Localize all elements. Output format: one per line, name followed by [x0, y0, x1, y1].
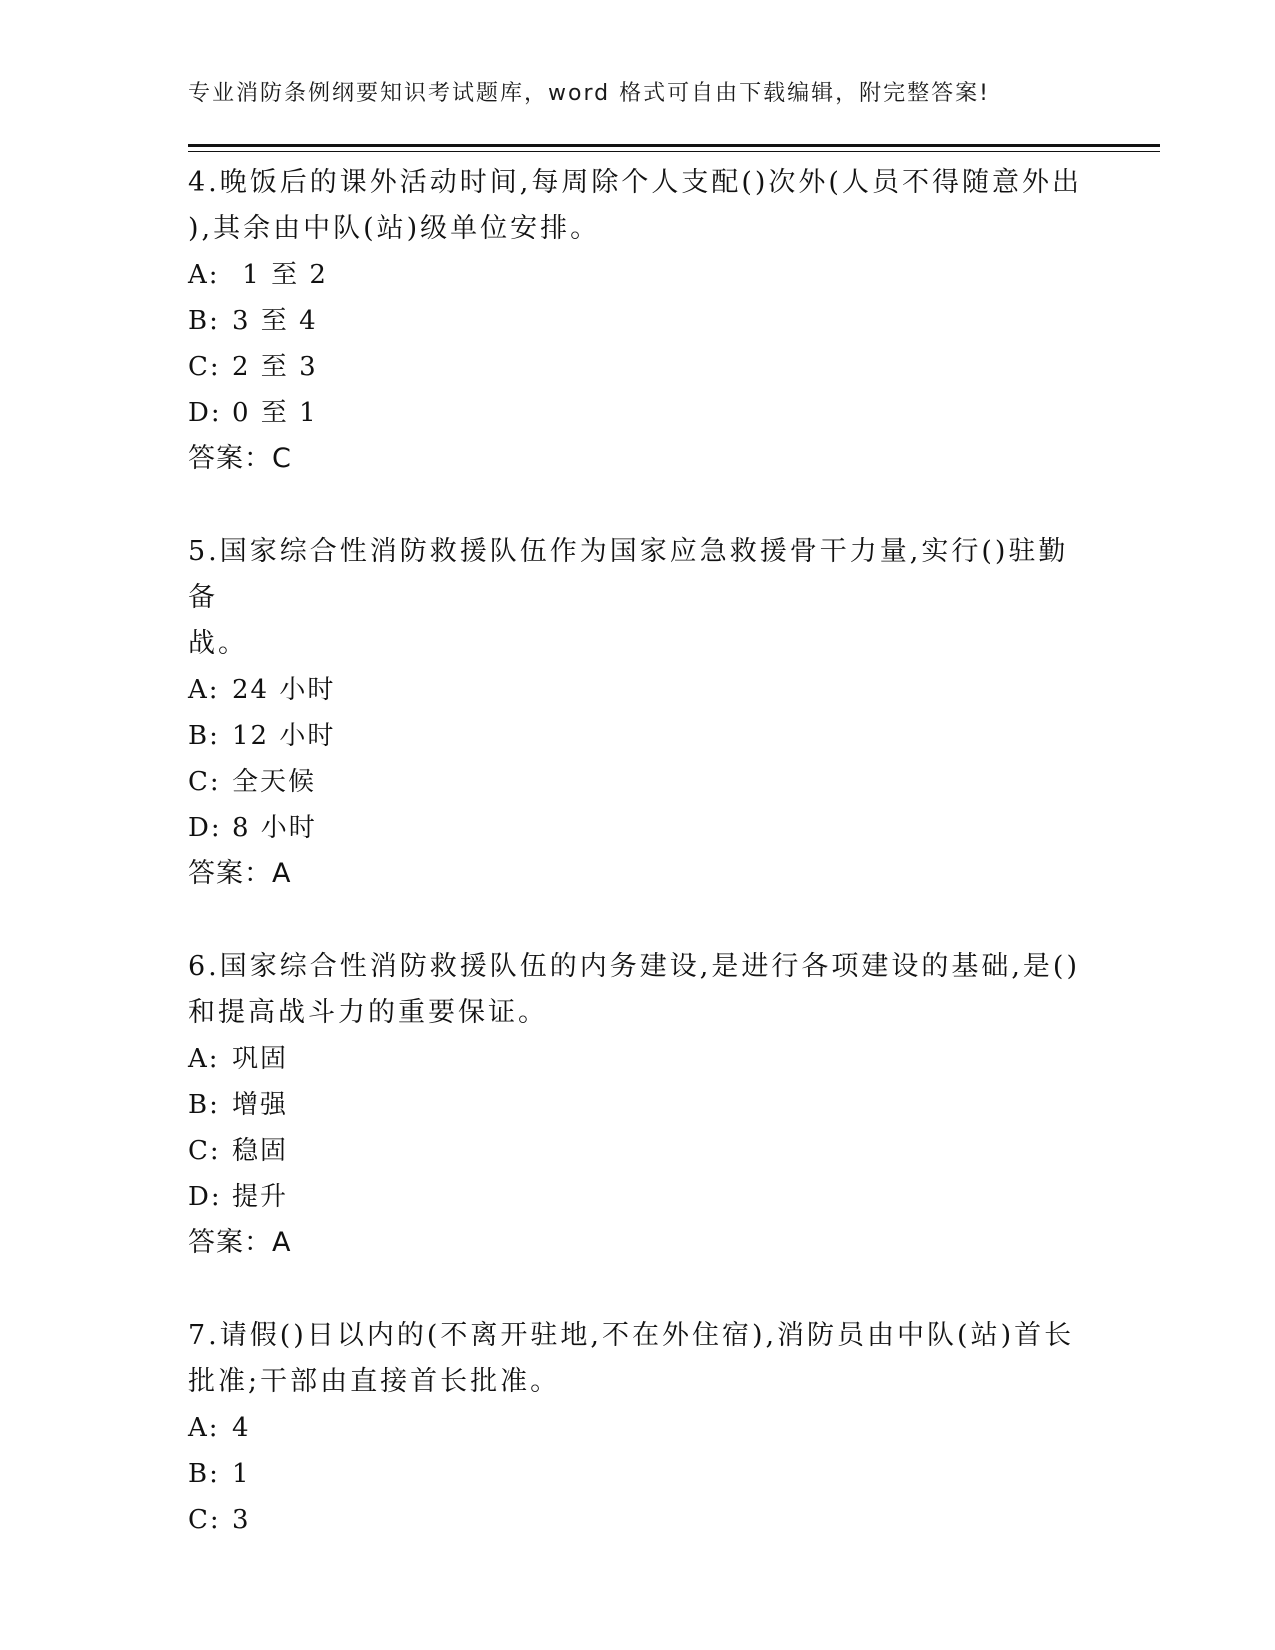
option-c: [188, 344, 1088, 390]
option-letter: D:: [188, 398, 222, 428]
option-text: 1: [232, 1459, 251, 1489]
option-c: [188, 1497, 1088, 1543]
option-letter: B:: [188, 1090, 220, 1120]
answer-line: 答案：C: [188, 443, 292, 474]
answer-line: 答案：A: [188, 858, 292, 889]
answer-line: 答案：A: [188, 1227, 292, 1258]
option-text: 8 小时: [232, 813, 317, 843]
option-letter: B:: [188, 306, 220, 336]
question-text-line: ),其余由中队(站)级单位安排。: [188, 213, 601, 244]
option-a: [188, 1405, 1088, 1451]
question-text-line: 4.晚饭后的课外活动时间,每周除个人支配()次外(人员不得随意外出: [188, 167, 1082, 198]
option-letter: D:: [188, 813, 222, 843]
question-5: [188, 529, 1088, 897]
question-6: [188, 944, 1088, 1266]
option-c: [188, 1128, 1088, 1174]
header-rule-thin: [188, 151, 1160, 152]
question-text-line: 批准;干部由直接首长批准。: [188, 1366, 561, 1397]
option-a: [188, 667, 1088, 713]
option-letter: B:: [188, 721, 220, 751]
header-rule-thick: [188, 144, 1160, 147]
question-list: [188, 160, 1088, 1590]
option-text: 12 小时: [232, 721, 336, 751]
option-letter: C:: [188, 352, 221, 382]
option-text: 全天候: [232, 767, 317, 797]
option-text: 0 至 1: [232, 398, 318, 428]
option-d: [188, 805, 1088, 851]
option-b: [188, 1451, 1088, 1497]
option-b: [188, 1082, 1088, 1128]
question-7: [188, 1313, 1088, 1543]
option-a: [188, 252, 1088, 298]
option-b: [188, 298, 1088, 344]
option-a: [188, 1036, 1088, 1082]
option-letter: A:: [188, 260, 220, 290]
question-text-line: 5.国家综合性消防救援队伍作为国家应急救援骨干力量,实行()驻勤备: [188, 536, 1069, 613]
option-text: 4: [232, 1413, 251, 1443]
question-text-line: 战。: [188, 628, 248, 659]
option-d: [188, 390, 1088, 436]
option-text: 稳固: [232, 1136, 289, 1166]
option-letter: C:: [188, 767, 221, 797]
option-c: [188, 759, 1088, 805]
option-text: 2 至 3: [232, 352, 318, 382]
question-text-line: 7.请假()日以内的(不离开驻地,不在外住宿),消防员由中队(站)首长: [188, 1320, 1075, 1351]
option-text: 提升: [232, 1182, 289, 1212]
option-text: 3: [232, 1505, 251, 1535]
option-text: 1 至 2: [232, 260, 328, 290]
option-text: 增强: [232, 1090, 289, 1120]
option-letter: A:: [188, 1044, 220, 1074]
option-letter: B:: [188, 1459, 220, 1489]
option-letter: D:: [188, 1182, 222, 1212]
option-d: [188, 1174, 1088, 1220]
option-text: 巩固: [232, 1044, 289, 1074]
option-letter: A:: [188, 675, 220, 705]
option-letter: C:: [188, 1136, 221, 1166]
question-text-line: 6.国家综合性消防救援队伍的内务建设,是进行各项建设的基础,是(): [188, 951, 1080, 982]
option-letter: A:: [188, 1413, 220, 1443]
document-header: 专业消防条例纲要知识考试题库，word 格式可自由下载编辑，附完整答案!: [188, 81, 990, 106]
option-text: 24 小时: [232, 675, 336, 705]
question-text-line: 和提高战斗力的重要保证。: [188, 997, 548, 1028]
option-b: [188, 713, 1088, 759]
option-letter: C:: [188, 1505, 221, 1535]
option-text: 3 至 4: [232, 306, 318, 336]
question-4: [188, 160, 1088, 482]
